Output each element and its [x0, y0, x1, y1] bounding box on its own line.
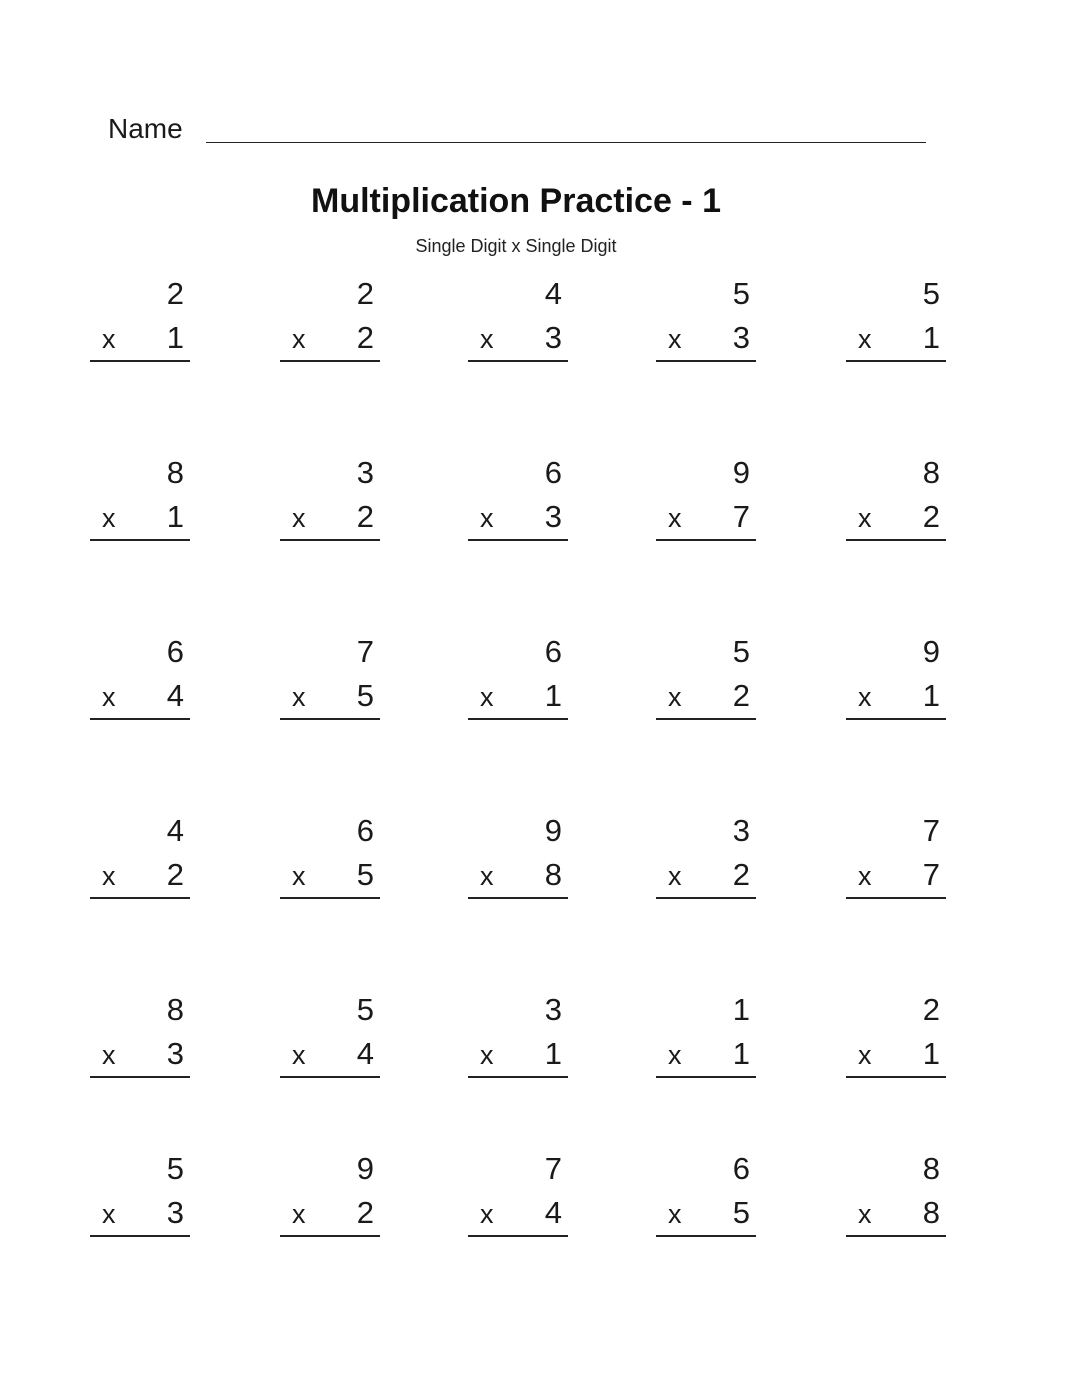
multiplicand: 3 [356, 455, 374, 490]
multiplier: 1 [166, 320, 184, 355]
problem-item [280, 992, 380, 1074]
answer-line[interactable] [280, 718, 380, 720]
problem-item [90, 1151, 190, 1233]
answer-line[interactable] [90, 718, 190, 720]
multiplicand: 2 [166, 276, 184, 311]
answer-line[interactable] [656, 897, 756, 899]
problem-item [280, 276, 380, 358]
answer-line[interactable] [280, 1076, 380, 1078]
problem-item [656, 992, 756, 1074]
answer-line[interactable] [468, 718, 568, 720]
multiplier: 3 [166, 1036, 184, 1071]
multiplier: 1 [544, 678, 562, 713]
problem-item [846, 813, 946, 895]
problem-item [468, 992, 568, 1074]
name-label: Name [108, 113, 183, 144]
times-sign: x [668, 682, 682, 712]
multiplicand: 4 [544, 276, 562, 311]
multiplicand: 9 [544, 813, 562, 848]
multiplier: 1 [166, 499, 184, 534]
multiplicand: 4 [166, 813, 184, 848]
times-sign: x [858, 861, 872, 891]
answer-line[interactable] [90, 1235, 190, 1237]
multiplier: 4 [166, 678, 184, 713]
multiplier: 8 [922, 1195, 940, 1230]
multiplier: 3 [544, 320, 562, 355]
problem-item [468, 455, 568, 537]
times-sign: x [292, 682, 306, 712]
problem-item [280, 634, 380, 716]
problem-item [90, 813, 190, 895]
multiplicand: 1 [732, 992, 750, 1027]
answer-line[interactable] [280, 897, 380, 899]
answer-line[interactable] [90, 897, 190, 899]
answer-line[interactable] [656, 539, 756, 541]
problem-item [846, 455, 946, 537]
answer-line[interactable] [846, 1235, 946, 1237]
multiplier: 3 [732, 320, 750, 355]
multiplier: 2 [922, 499, 940, 534]
answer-line[interactable] [468, 360, 568, 362]
multiplier: 4 [356, 1036, 374, 1071]
answer-line[interactable] [846, 360, 946, 362]
worksheet-subtitle: Single Digit x Single Digit [415, 236, 617, 256]
times-sign: x [292, 1040, 306, 1070]
multiplicand: 8 [922, 1151, 940, 1186]
answer-line[interactable] [846, 718, 946, 720]
answer-line[interactable] [656, 1076, 756, 1078]
problem-item [846, 634, 946, 716]
answer-line[interactable] [280, 1235, 380, 1237]
answer-line[interactable] [656, 718, 756, 720]
multiplicand: 7 [544, 1151, 562, 1186]
multiplier: 7 [922, 857, 940, 892]
times-sign: x [858, 682, 872, 712]
times-sign: x [858, 324, 872, 354]
times-sign: x [668, 503, 682, 533]
multiplier: 2 [732, 678, 750, 713]
multiplier: 5 [732, 1195, 750, 1230]
multiplier: 8 [544, 857, 562, 892]
multiplicand: 9 [356, 1151, 374, 1186]
times-sign: x [292, 861, 306, 891]
problem-item [656, 276, 756, 358]
times-sign: x [668, 324, 682, 354]
multiplicand: 5 [356, 992, 374, 1027]
answer-line[interactable] [656, 360, 756, 362]
times-sign: x [292, 503, 306, 533]
multiplicand: 2 [356, 276, 374, 311]
multiplicand: 7 [356, 634, 374, 669]
problem-item [280, 455, 380, 537]
multiplier: 5 [356, 678, 374, 713]
answer-line[interactable] [280, 360, 380, 362]
multiplier: 3 [166, 1195, 184, 1230]
multiplicand: 6 [166, 634, 184, 669]
times-sign: x [102, 324, 116, 354]
problem-item [468, 634, 568, 716]
answer-line[interactable] [280, 539, 380, 541]
multiplicand: 8 [922, 455, 940, 490]
answer-line[interactable] [468, 539, 568, 541]
problem-item [846, 992, 946, 1074]
times-sign: x [858, 503, 872, 533]
multiplier: 2 [356, 1195, 374, 1230]
problem-item [846, 1151, 946, 1233]
multiplier: 2 [356, 320, 374, 355]
problem-item [90, 634, 190, 716]
multiplicand: 8 [166, 992, 184, 1027]
multiplicand: 7 [922, 813, 940, 848]
multiplier: 3 [544, 499, 562, 534]
answer-line[interactable] [90, 1076, 190, 1078]
times-sign: x [668, 1040, 682, 1070]
answer-line[interactable] [468, 1076, 568, 1078]
multiplier: 7 [732, 499, 750, 534]
multiplier: 1 [732, 1036, 750, 1071]
times-sign: x [480, 1199, 494, 1229]
answer-line[interactable] [846, 897, 946, 899]
times-sign: x [102, 682, 116, 712]
answer-line[interactable] [846, 539, 946, 541]
times-sign: x [292, 1199, 306, 1229]
multiplier: 1 [922, 678, 940, 713]
times-sign: x [480, 1040, 494, 1070]
multiplicand: 6 [544, 634, 562, 669]
times-sign: x [480, 861, 494, 891]
times-sign: x [858, 1199, 872, 1229]
problem-item [468, 1151, 568, 1233]
multiplier: 1 [922, 1036, 940, 1071]
multiplicand: 8 [166, 455, 184, 490]
multiplier: 5 [356, 857, 374, 892]
problem-item [656, 455, 756, 537]
multiplier: 2 [356, 499, 374, 534]
multiplier: 2 [166, 857, 184, 892]
multiplicand: 6 [544, 455, 562, 490]
multiplicand: 6 [356, 813, 374, 848]
multiplier: 1 [922, 320, 940, 355]
multiplicand: 3 [732, 813, 750, 848]
problem-item [90, 276, 190, 358]
problem-item [846, 276, 946, 358]
problem-item [280, 1151, 380, 1233]
multiplicand: 9 [732, 455, 750, 490]
problem-item [468, 276, 568, 358]
times-sign: x [102, 503, 116, 533]
problem-item [468, 813, 568, 895]
problem-item [656, 813, 756, 895]
multiplicand: 5 [922, 276, 940, 311]
answer-line[interactable] [468, 1235, 568, 1237]
times-sign: x [480, 682, 494, 712]
problem-item [656, 634, 756, 716]
multiplicand: 5 [732, 276, 750, 311]
multiplier: 1 [544, 1036, 562, 1071]
answer-line[interactable] [90, 360, 190, 362]
times-sign: x [668, 1199, 682, 1229]
times-sign: x [480, 503, 494, 533]
answer-line[interactable] [846, 1076, 946, 1078]
worksheet-title: Multiplication Practice - 1 [311, 182, 721, 220]
problem-item [280, 813, 380, 895]
multiplicand: 5 [166, 1151, 184, 1186]
multiplicand: 2 [922, 992, 940, 1027]
multiplicand: 5 [732, 634, 750, 669]
multiplicand: 6 [732, 1151, 750, 1186]
times-sign: x [102, 1199, 116, 1229]
problem-item [90, 992, 190, 1074]
times-sign: x [292, 324, 306, 354]
name-line[interactable] [206, 142, 926, 143]
multiplicand: 3 [544, 992, 562, 1027]
multiplier: 2 [732, 857, 750, 892]
problem-item [656, 1151, 756, 1233]
times-sign: x [102, 861, 116, 891]
times-sign: x [480, 324, 494, 354]
problem-item [90, 455, 190, 537]
times-sign: x [668, 861, 682, 891]
multiplier: 4 [544, 1195, 562, 1230]
multiplicand: 9 [922, 634, 940, 669]
answer-line[interactable] [90, 539, 190, 541]
times-sign: x [858, 1040, 872, 1070]
answer-line[interactable] [468, 897, 568, 899]
times-sign: x [102, 1040, 116, 1070]
answer-line[interactable] [656, 1235, 756, 1237]
